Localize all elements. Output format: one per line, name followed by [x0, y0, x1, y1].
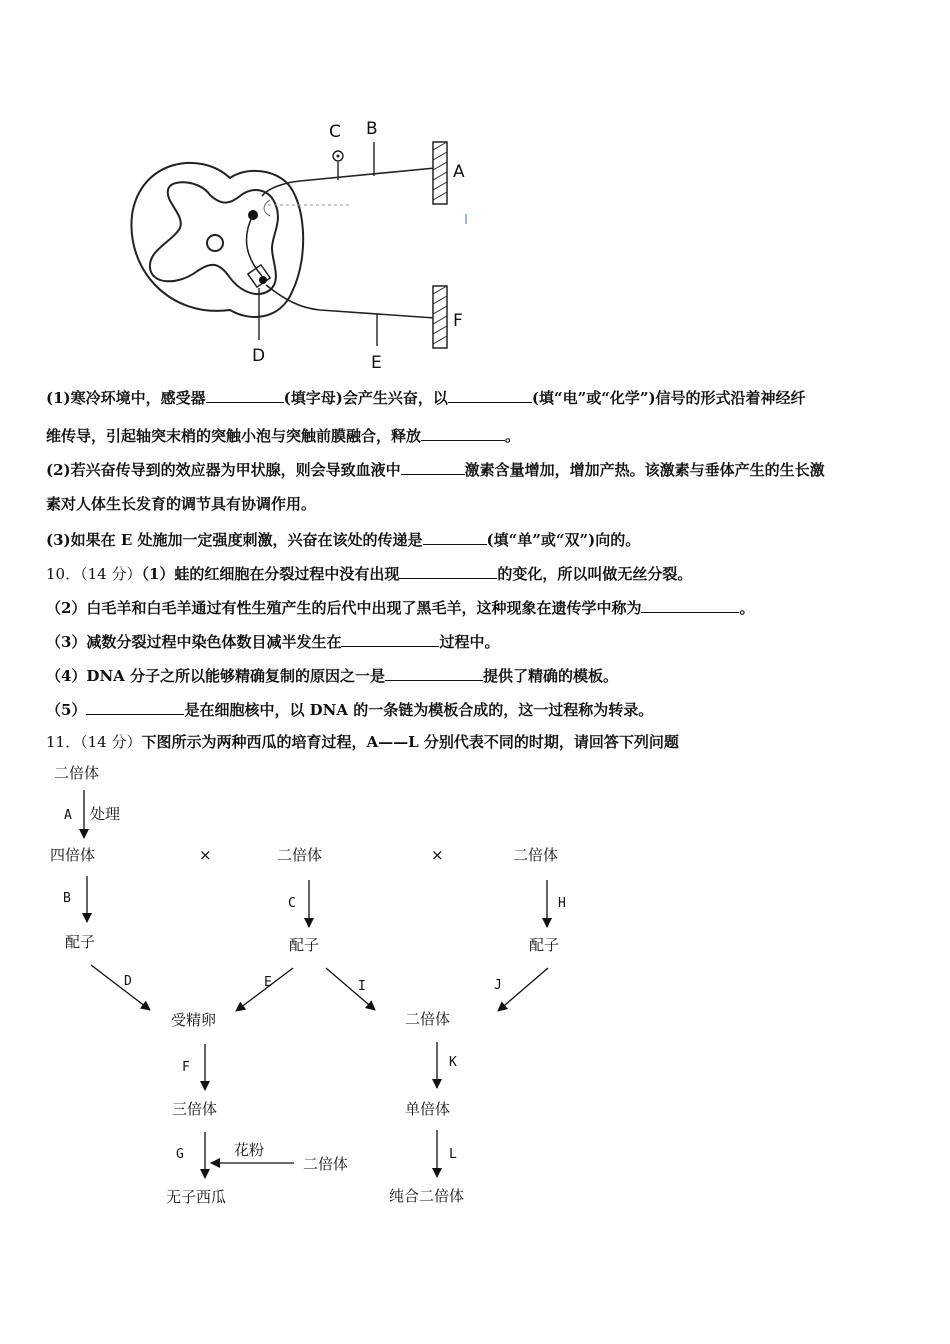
node-gamete-right: 配子 [529, 936, 560, 954]
step-c: C [288, 896, 296, 911]
node-diploid-right: 二倍体 [513, 846, 559, 864]
step-f: F [182, 1060, 190, 1075]
step-g: G [176, 1147, 184, 1162]
node-gamete-left: 配子 [65, 933, 96, 951]
node-pure-diploid: 纯合二倍体 [389, 1187, 465, 1205]
q9-line-5: (3)如果在 E 处施加一定强度刺激，兴奋在该处的传递是 (填“单”或“双”)向的。 [46, 528, 640, 550]
step-k: K [449, 1055, 457, 1070]
q11-line-1: 11．（14 分）下图所示为两种西瓜的培育过程，A——L 分别代表不同的时期，请回答下列问题 [46, 733, 679, 751]
node-diploid-top: 二倍体 [54, 764, 100, 782]
q9-line-4: 素对人体生长发育的调节具有协调作用。 [46, 495, 317, 513]
step-i: I [358, 979, 366, 994]
cross-symbol-2: × [431, 846, 444, 864]
node-diploid-3: 二倍体 [303, 1155, 349, 1173]
arrow-j [498, 968, 548, 1011]
arrow-i [326, 968, 375, 1010]
step-a: A [64, 808, 72, 823]
step-h: H [558, 896, 566, 911]
step-j: J [494, 978, 502, 993]
q9-line-3: (2)若兴奋传导到的效应器为甲状腺，则会导致血液中 激素含量增加，增加产热。该激素与垂体产生的生长激 [46, 458, 825, 480]
arrow-d [91, 965, 150, 1010]
q10-line-1: 10．（14 分）（1）蛙的红细胞在分裂过程中没有出现 的变化，所以叫做无丝分裂。 [46, 562, 692, 584]
step-l: L [449, 1147, 457, 1162]
node-tetraploid: 四倍体 [50, 846, 96, 864]
node-triploid: 三倍体 [172, 1100, 218, 1118]
node-gamete-mid: 配子 [289, 936, 320, 954]
node-zygote: 受精卵 [171, 1011, 217, 1029]
label-d: D [252, 346, 266, 366]
cross-symbol-1: × [199, 846, 212, 864]
q10-line-3: （3）减数分裂过程中染色体数目减半发生在 过程中。 [46, 630, 499, 652]
node-seedless-watermelon: 无子西瓜 [166, 1188, 227, 1206]
label-pollen: 花粉 [234, 1141, 265, 1159]
label-a: A [453, 162, 465, 182]
node-diploid-2: 二倍体 [405, 1010, 451, 1028]
label-e: E [371, 353, 382, 373]
step-a-label: 处理 [90, 805, 121, 823]
label-b: B [366, 119, 378, 139]
step-e: E [264, 975, 272, 990]
node-diploid-mid: 二倍体 [277, 846, 323, 864]
label-c: C [329, 122, 341, 142]
q10-line-2: （2）白毛羊和白毛羊通过有性生殖产生的后代中出现了黑毛羊，这种现象在遗传学中称为 。 [46, 596, 754, 618]
step-b: B [63, 891, 71, 906]
q9-line-2: 维传导，引起轴突末梢的突触小泡与突触前膜融合，释放 。 [46, 424, 520, 446]
q10-line-5: （5） 是在细胞核中，以 DNA 的一条链为模板合成的，这一过程称为转录。 [46, 698, 653, 720]
step-d: D [124, 974, 132, 989]
node-haploid: 单倍体 [405, 1100, 451, 1118]
q10-line-4: （4）DNA 分子之所以能够精确复制的原因之一是 提供了精确的模板。 [46, 664, 618, 686]
label-f: F [453, 311, 463, 331]
q9-line-1: (1)寒冷环境中，感受器 (填字母)会产生兴奋，以 (填“电”或“化学”)信号的形式沿着神经纤 [46, 386, 806, 408]
